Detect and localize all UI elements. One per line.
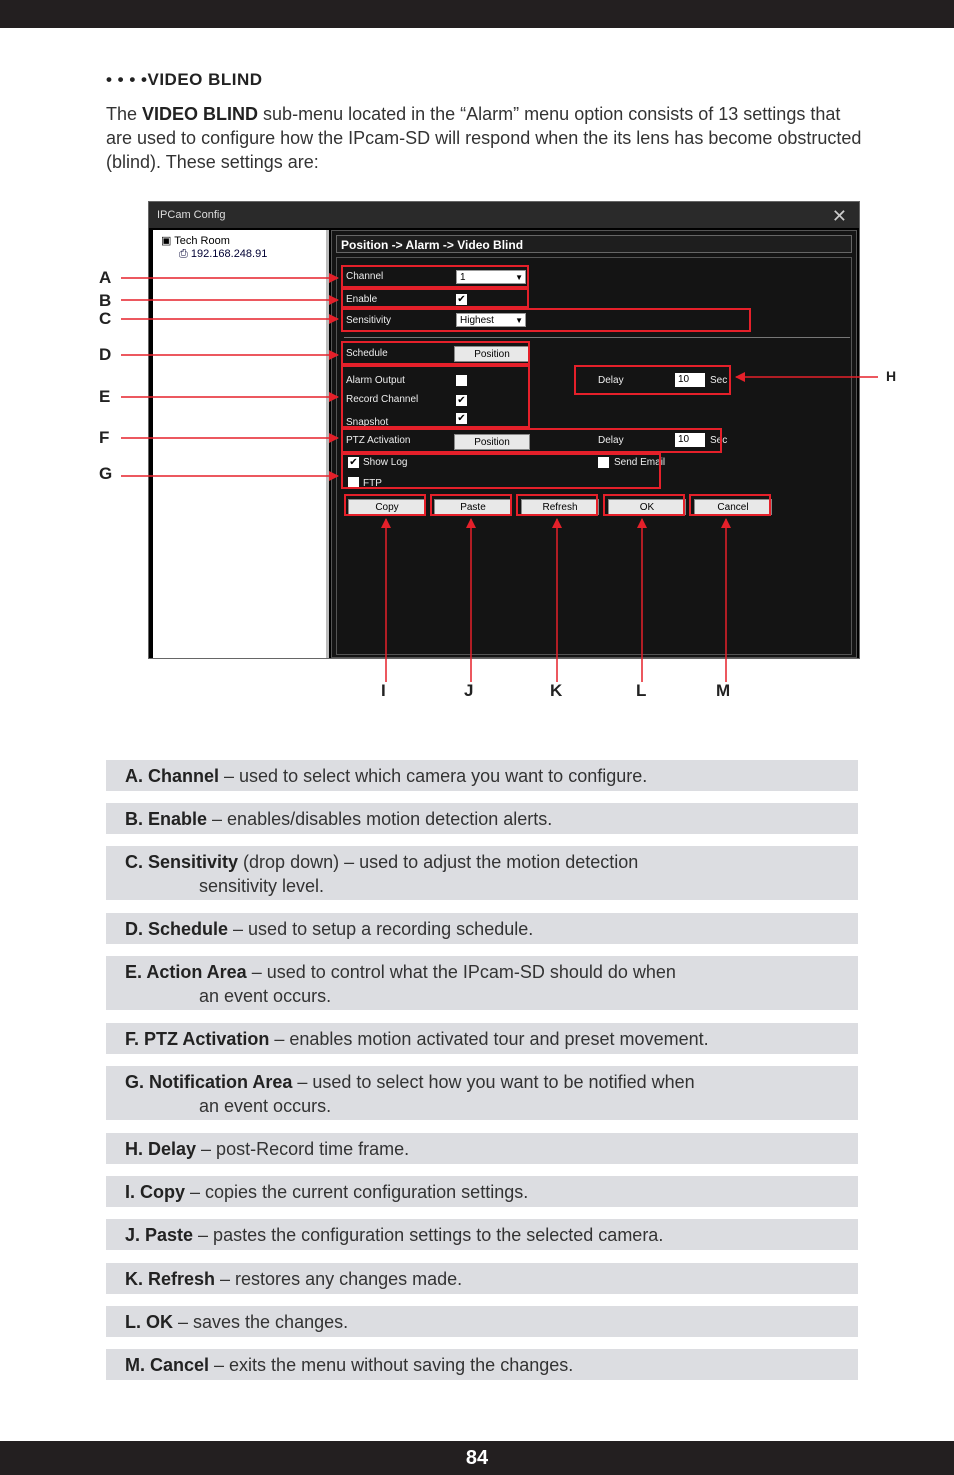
- definition-a: [106, 760, 858, 791]
- intro-bold: VIDEO BLIND: [142, 104, 259, 124]
- paste-button[interactable]: Paste: [434, 499, 512, 515]
- ptz-activation-label: PTZ Activation: [346, 435, 411, 446]
- definition-continuation: an event occurs.: [199, 1096, 332, 1116]
- close-icon[interactable]: ✕: [831, 206, 847, 226]
- callout-d: D: [99, 345, 112, 364]
- definition-text: – used to select which camera you want to configure.: [219, 766, 648, 786]
- panel-title: Position -> Alarm -> Video Blind: [336, 235, 852, 253]
- ftp-label: FTP: [363, 478, 382, 489]
- definition-text: – copies the current configuration settings.: [185, 1182, 529, 1202]
- delay-input[interactable]: 10: [675, 373, 705, 387]
- intro-pre: The: [106, 104, 143, 124]
- show-log-label: Show Log: [363, 457, 408, 468]
- callout-e: E: [99, 387, 111, 406]
- definition-term: A. Channel: [125, 766, 220, 786]
- channel-label: Channel: [346, 271, 384, 282]
- schedule-position-button[interactable]: Position: [454, 346, 530, 362]
- enable-checkbox[interactable]: ✔: [457, 294, 466, 305]
- record-channel-checkbox[interactable]: ✔: [457, 395, 466, 406]
- delay-unit: Sec: [710, 375, 728, 386]
- definition-l: [106, 1306, 858, 1337]
- definition-m: [106, 1349, 858, 1380]
- definition-text: – post-Record time frame.: [196, 1139, 410, 1159]
- definition-term: E. Action Area: [125, 962, 247, 982]
- intro-post: sub-menu located in the “Alarm” menu option consists of 13 settings that are used to configure how the IPcam-SD will respond when the its lens has become obstructed (blind). These settings are:: [106, 104, 862, 172]
- callout-g: G: [99, 464, 113, 483]
- snapshot-checkbox[interactable]: ✔: [457, 413, 466, 424]
- definition-g: [106, 1066, 858, 1120]
- definition-term: J. Paste: [125, 1225, 194, 1245]
- definition-e: [106, 956, 858, 1010]
- schedule-label: Schedule: [346, 348, 388, 359]
- definition-term: D. Schedule: [125, 919, 229, 939]
- definition-term: H. Delay: [125, 1139, 197, 1159]
- refresh-button[interactable]: Refresh: [521, 499, 599, 515]
- definition-text: – used to control what the IPcam-SD should do when: [246, 962, 676, 982]
- callout-m: M: [716, 681, 731, 700]
- definition-text: – used to select how you want to be notified when: [292, 1072, 695, 1092]
- folder-icon: ▣: [161, 235, 172, 247]
- callout-i: I: [381, 681, 386, 700]
- record-channel-label: Record Channel: [346, 394, 419, 405]
- definition-b: [106, 803, 858, 834]
- enable-label: Enable: [346, 294, 378, 305]
- definition-term: F. PTZ Activation: [125, 1029, 270, 1049]
- chevron-down-icon: ▼: [515, 273, 523, 282]
- callout-c: C: [99, 309, 112, 328]
- copy-button[interactable]: Copy: [348, 499, 426, 515]
- cancel-button[interactable]: Cancel: [694, 499, 772, 515]
- callout-arrows: [0, 0, 954, 720]
- definition-term: B. Enable: [125, 809, 208, 829]
- delay-label: Delay: [598, 375, 624, 386]
- definition-f: [106, 1023, 858, 1054]
- callout-f: F: [99, 428, 110, 447]
- tree-ip-label: 192.168.248.91: [190, 248, 268, 260]
- definition-c: [106, 846, 858, 900]
- sensitivity-label: Sensitivity: [346, 315, 392, 326]
- sensitivity-value: Highest: [460, 315, 494, 326]
- definition-text: – enables motion activated tour and preset movement.: [269, 1029, 709, 1049]
- definition-continuation: sensitivity level.: [199, 876, 325, 896]
- definition-continuation: an event occurs.: [199, 986, 332, 1006]
- definition-term: I. Copy: [125, 1182, 186, 1202]
- callout-b: B: [99, 291, 112, 310]
- section-heading: • • • •VIDEO BLIND: [106, 70, 263, 89]
- definition-k: [106, 1263, 858, 1294]
- callout-l: L: [636, 681, 647, 700]
- alarm-output-label: Alarm Output: [346, 375, 405, 386]
- definition-text: – restores any changes made.: [215, 1269, 463, 1289]
- definition-text: (drop down) – used to adjust the motion detection: [238, 852, 639, 872]
- camera-icon: ⎙: [179, 248, 188, 260]
- definition-text: – pastes the configuration settings to the selected camera.: [193, 1225, 664, 1245]
- definition-text: – used to setup a recording schedule.: [228, 919, 534, 939]
- delay2-unit: Sec: [710, 435, 728, 446]
- channel-value: 1: [460, 272, 466, 283]
- ok-button[interactable]: OK: [608, 499, 686, 515]
- show-log-checkbox[interactable]: ✔: [349, 457, 358, 468]
- callout-h: H: [886, 368, 897, 384]
- definition-h: [106, 1133, 858, 1164]
- delay2-label: Delay: [598, 435, 624, 446]
- definition-term: G. Notification Area: [125, 1072, 293, 1092]
- tree-root-label: Tech Room: [174, 235, 230, 247]
- snapshot-label: Snapshot: [346, 417, 389, 428]
- definition-term: K. Refresh: [125, 1269, 216, 1289]
- send-email-label: Send Email: [614, 457, 666, 468]
- definition-text: – exits the menu without saving the changes.: [209, 1355, 574, 1375]
- delay2-input[interactable]: 10: [675, 433, 705, 447]
- definition-j: [106, 1219, 858, 1250]
- definition-i: [106, 1176, 858, 1207]
- definition-text: – enables/disables motion detection alerts.: [207, 809, 553, 829]
- page-number: 84: [0, 1441, 954, 1475]
- ptz-position-button[interactable]: Position: [454, 434, 530, 450]
- callout-a: A: [99, 268, 112, 287]
- callout-j: J: [464, 681, 474, 700]
- callout-k: K: [550, 681, 563, 700]
- window-title: IPCam Config: [157, 209, 226, 221]
- definition-term: M. Cancel: [125, 1355, 210, 1375]
- definition-d: [106, 913, 858, 944]
- chevron-down-icon: ▼: [515, 316, 523, 325]
- definition-term: C. Sensitivity: [125, 852, 239, 872]
- definition-text: – saves the changes.: [173, 1312, 349, 1332]
- definition-term: L. OK: [125, 1312, 173, 1332]
